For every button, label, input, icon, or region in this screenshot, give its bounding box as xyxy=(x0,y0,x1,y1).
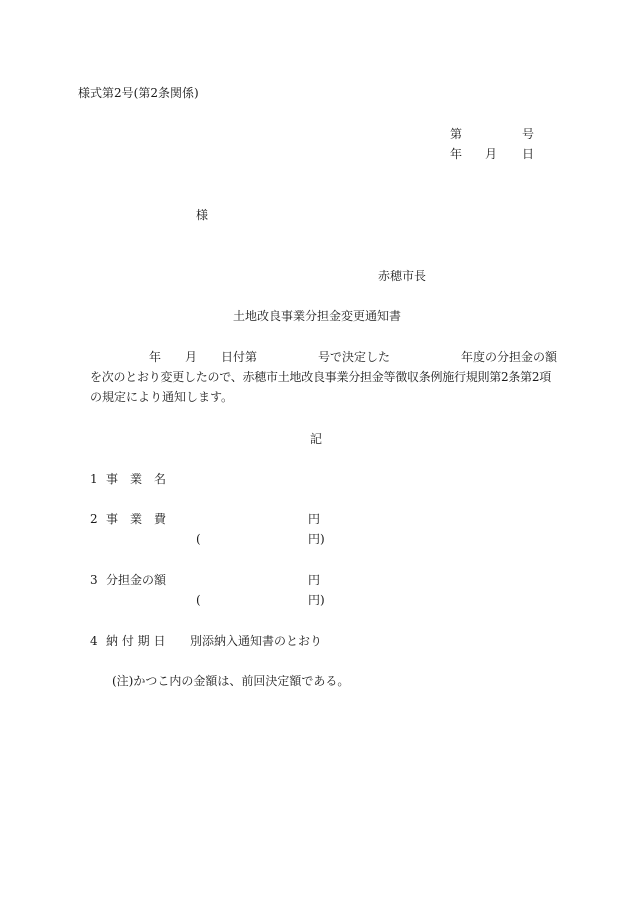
body-line1-month: 月 xyxy=(185,350,198,364)
issuer: 赤穂市長 xyxy=(378,269,427,283)
item-3-paren-open: ( xyxy=(196,593,201,607)
body-line1-year: 年 xyxy=(149,350,162,364)
item-2-paren-open: ( xyxy=(196,532,201,546)
item-2-number: 2 xyxy=(90,512,98,526)
document-title: 土地改良事業分担金変更通知書 xyxy=(233,309,402,323)
item-4-label: 納 付 期 日 xyxy=(106,634,166,648)
ki-heading: 記 xyxy=(310,432,323,446)
body-line3: の規定により通知します。 xyxy=(90,390,234,404)
body-line2: を次のとおり変更したので、赤穂市土地改良事業分担金等徴収条例施行規則第2条第2項 xyxy=(90,370,552,384)
form-number: 様式第2号(第2条関係) xyxy=(78,86,199,100)
item-1-number: 1 xyxy=(90,472,98,486)
item-3-yen: 円 xyxy=(308,573,321,587)
body-line1-date-no: 日付第 xyxy=(221,350,258,364)
body-line1-fiscal: 年度の分担金の額 xyxy=(461,350,558,364)
note: (注)かつこ内の金額は、前回決定額である。 xyxy=(112,674,350,688)
item-3-number: 3 xyxy=(90,573,98,587)
date-day: 日 xyxy=(522,147,535,161)
doc-number-prefix: 第 xyxy=(450,127,463,141)
item-1-label: 事 業 名 xyxy=(106,472,167,486)
body-line1-decided: 号で決定した xyxy=(318,350,391,364)
item-4-value: 別添納入通知書のとおり xyxy=(190,634,323,648)
date-month: 月 xyxy=(485,147,498,161)
doc-number-suffix: 号 xyxy=(522,127,535,141)
item-3-paren-yen: 円) xyxy=(308,593,325,607)
date-year: 年 xyxy=(450,147,463,161)
item-3-label: 分担金の額 xyxy=(106,573,167,587)
item-2-label: 事 業 費 xyxy=(106,512,167,526)
item-4-number: 4 xyxy=(90,634,98,648)
item-2-yen: 円 xyxy=(308,512,321,526)
addressee-honorific: 様 xyxy=(196,208,209,222)
item-2-paren-yen: 円) xyxy=(308,532,325,546)
